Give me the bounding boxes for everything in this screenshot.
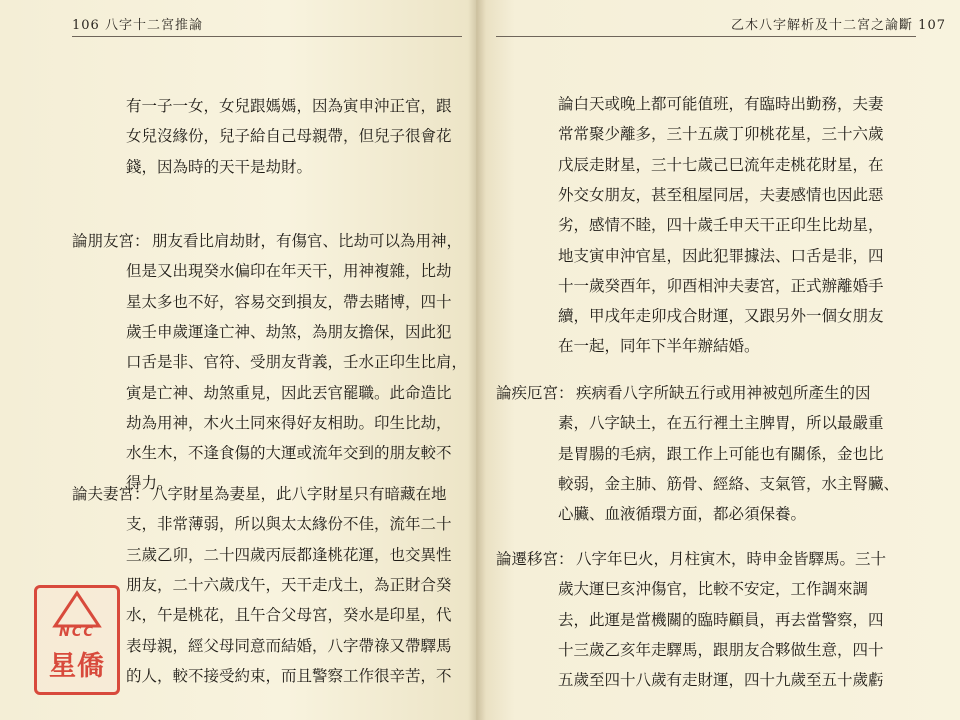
text-line: 但是又出現癸水偏印在年天干，用神複雜，比劫 bbox=[126, 262, 452, 281]
text-line: 表母親，經父母同意而結婚，八字帶祿又帶驛馬 bbox=[126, 636, 452, 655]
text-line: 水生木，不逢食傷的大運或流年交到的朋友較不 bbox=[126, 444, 452, 463]
text-line: 論白天或晚上都可能值班，有臨時出勤務，夫妻 bbox=[558, 95, 884, 113]
text-line: 歲大運巳亥沖傷官，比較不安定，工作調來調 bbox=[558, 580, 869, 599]
text-line: 續，甲戌年走卯戌合財運，又跟另外一個女朋友 bbox=[558, 307, 884, 326]
left-header-rule bbox=[72, 36, 462, 37]
ncc-logo bbox=[34, 585, 120, 695]
right-page-running-title: 乙木八字解析及十二宮之論斷 bbox=[731, 18, 914, 33]
logo-ncc-text: NCC bbox=[59, 625, 95, 640]
section-label: 論夫妻宮： bbox=[72, 485, 150, 503]
text-line: 星太多也不好，容易交到損友，帶去賭博，四十 bbox=[126, 292, 452, 311]
text-line: 八字年巳火，月柱寅木，時申金皆驛馬。三十 bbox=[576, 550, 887, 568]
left-page-number: 106 bbox=[72, 18, 100, 33]
text-line: 地支寅申沖官星，因此犯罪據法、口舌是非，四 bbox=[558, 246, 884, 265]
section-label: 論疾厄宮： bbox=[496, 384, 574, 402]
text-line: 是胃腸的毛病，跟工作上可能也有關係，金也比 bbox=[558, 444, 884, 463]
section-label: 論遷移宮： bbox=[496, 550, 574, 568]
text-line: 女兒沒緣份，兒子給自己母親帶，但兒子很會花 bbox=[126, 127, 452, 146]
left-page-running-title: 八字十二宮推論 bbox=[104, 18, 203, 33]
text-line: 寅是亡神、劫煞重見，因此丟官罷職。此命造比 bbox=[126, 383, 452, 402]
text-line: 錢，因為時的天干是劫財。 bbox=[126, 157, 313, 176]
text-line: 五歲至四十八歲有走財運，四十九歲至五十歲虧 bbox=[558, 671, 884, 690]
text-line: 得力。 bbox=[126, 474, 173, 493]
text-line: 水，午是桃花，且午合父母宮，癸水是印星，代 bbox=[126, 606, 452, 625]
text-line: 十一歲癸酉年，卯酉相沖夫妻宮，正式辦離婚手 bbox=[558, 276, 884, 295]
text-line: 十三歲乙亥年走驛馬，跟朋友合夥做生意，四十 bbox=[558, 640, 884, 659]
text-line: 外交女朋友，甚至租屋同居，夫妻感情也因此惡 bbox=[558, 185, 884, 204]
right-page bbox=[476, 0, 960, 720]
text-line: 心臟、血液循環方面，都必須保養。 bbox=[558, 505, 807, 524]
text-line: 歲壬申歲運逢亡神、劫煞，為朋友擔保，因此犯 bbox=[126, 322, 452, 341]
section-label: 論朋友宮： bbox=[72, 232, 150, 250]
text-line: 有一子一女，女兒跟媽媽，因為寅申沖正官，跟 bbox=[126, 97, 452, 115]
text-line: 的人，較不接受約束，而且警察工作很辛苦，不 bbox=[126, 666, 452, 685]
text-line: 劣，感情不睦，四十歲壬申天干正印生比劫星， bbox=[558, 216, 884, 235]
text-line: 戊辰走財星，三十七歲己巳流年走桃花財星，在 bbox=[558, 155, 884, 174]
right-page-number: 107 bbox=[918, 18, 946, 33]
text-line: 較弱，金主肺、筋骨、經絡、支氣管，水主腎臟、 bbox=[558, 474, 900, 493]
text-line: 朋友看比肩劫財，有傷官、比劫可以為用神， bbox=[152, 232, 463, 250]
text-line: 疾病看八字所缺五行或用神被剋所產生的因 bbox=[576, 384, 871, 402]
text-line: 在一起，同年下半年辦結婚。 bbox=[558, 337, 760, 356]
text-line: 朋友，二十六歲戊午，天干走戊土，為正財合癸 bbox=[126, 575, 452, 594]
text-line: 劫為用神，木火土同來得好友相助。印生比劫， bbox=[126, 413, 452, 432]
left-page-header bbox=[72, 14, 203, 33]
text-line: 去，此運是當機關的臨時顧員，再去當警察，四 bbox=[558, 610, 884, 629]
right-header-rule bbox=[496, 36, 916, 37]
text-line: 口舌是非、官符、受朋友背義，壬水正印生比肩， bbox=[126, 353, 468, 372]
right-page-header bbox=[731, 14, 946, 33]
logo-name-text: 星僑 bbox=[49, 651, 105, 682]
text-line: 素，八字缺土，在五行裡土主脾胃，所以最嚴重 bbox=[558, 414, 884, 433]
text-line: 三歲乙卯，二十四歲丙辰都逢桃花運，也交異性 bbox=[126, 545, 452, 564]
text-line: 支，非常薄弱，所以與太太緣份不佳，流年二十 bbox=[126, 515, 452, 534]
text-line: 常常聚少離多，三十五歲丁卯桃花星，三十六歲 bbox=[558, 125, 884, 144]
text-line: 八字財星為妻星，此八字財星只有暗藏在地 bbox=[152, 485, 447, 503]
